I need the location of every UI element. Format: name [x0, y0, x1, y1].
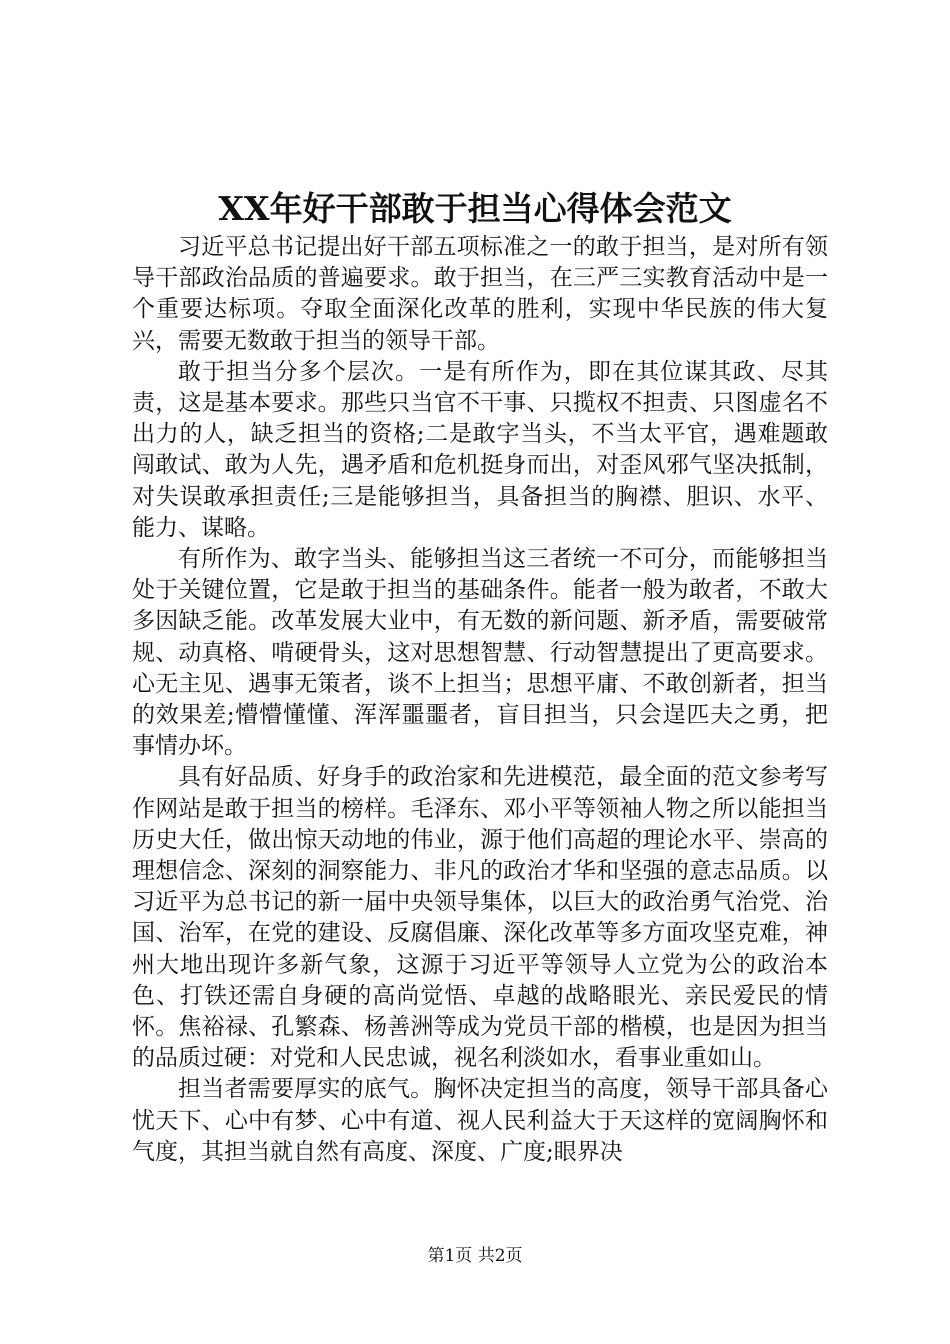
- paragraph: 具有好品质、好身手的政治家和先进模范，最全面的范文参考写作网站是敢于担当的榜样。毛泽东、邓小平等领袖人物之所以能担当历史大任，做出惊天动地的伟业，源于他们高超的理论水平、崇高的理想信念、深刻的洞察能力、非凡的政治才华和坚强的意志品质。以习近平为总书记的新一届中央领导集体，以巨大的政治勇气治党、治国、治军，在党的建设、反腐倡廉、深化改革等多方面攻坚克难，神州大地出现许多新气象，这源于习近平等领导人立党为公的政治本色、打铁还需自身硬的高尚觉悟、卓越的战略眼光、亲民爱民的情怀。焦裕禄、孔繁森、杨善洲等成为党员干部的楷模，也是因为担当的品质过硬：对党和人民忠诚，视名利淡如水，看事业重如山。: [132, 764, 828, 1072]
- paragraph: 敢于担当分多个层次。一是有所作为，即在其位谋其政、尽其责，这是基本要求。那些只当官不干事、只揽权不担责、只图虚名不出力的人，缺乏担当的资格;二是敢字当头，不当太平官，遇难题敢闯敢试、敢为人先，遇矛盾和危机挺身而出，对歪风邪气坚决抵制，对失误敢承担责任;三是能够担当，具备担当的胸襟、胆识、水平、能力、谋略。: [132, 358, 828, 541]
- page-number-footer: 第1页 共2页: [427, 1246, 523, 1266]
- paragraph: 习近平总书记提出好干部五项标准之一的敢于担当，是对所有领导干部政治品质的普遍要求。敢于担当，在三严三实教育活动中是一个重要达标项。夺取全面深化改革的胜利，实现中华民族的伟大复兴，需要无数敢于担当的领导干部。: [132, 234, 828, 354]
- document-title: XX年好干部敢于担当心得体会范文: [218, 189, 732, 228]
- paragraph: 有所作为、敢字当头、能够担当这三者统一不可分，而能够担当处于关键位置，它是敢于担当的基础条件。能者一般为敢者，不敢大多因缺乏能。改革发展大业中，有无数的新问题、新矛盾，需要破常规、动真格、啃硬骨头，这对思想智慧、行动智慧提出了更高要求。心无主见、遇事无策者，谈不上担当；思想平庸、不敢创新者，担当的效果差;懵懵懂懂、浑浑噩噩者，盲目担当，只会逞匹夫之勇，把事情办坏。: [132, 546, 828, 760]
- document-body: [132, 232, 828, 1168]
- paragraph: 担当者需要厚实的底气。胸怀决定担当的高度，领导干部具备心忧天下、心中有梦、心中有道、视人民利益大于天这样的宽阔胸怀和气度，其担当就自然有高度、深度、广度;眼界决: [132, 1076, 828, 1165]
